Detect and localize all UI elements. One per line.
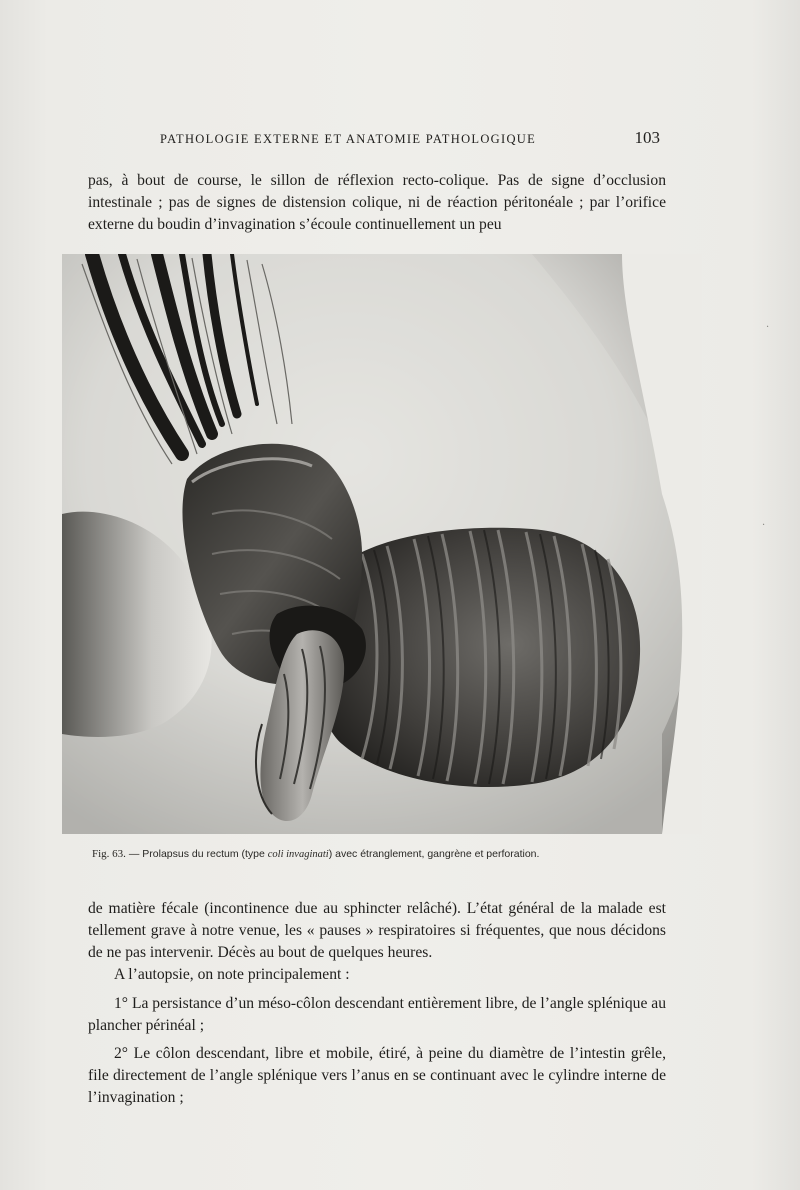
page-speck: · (766, 322, 770, 333)
figure-caption (92, 848, 672, 860)
figure-illustration (62, 254, 702, 834)
running-title: PATHOLOGIE EXTERNE ET ANATOMIE PATHOLOGIQUE (160, 132, 537, 146)
caption-text-after: ) avec étranglement, gangrène et perforation. (328, 848, 540, 860)
page-number: 103 (634, 128, 660, 147)
caption-text-before: — Prolapsus du rectum (type (125, 848, 268, 860)
paragraph-continued: de matière fécale (incontinence due au sphincter relâché). L’état général de la malade est tellement grave à notre venue, les « pauses » respiratoires si fréquentes, que nous décidons de ne pas intervenir. Décès au bout de quelques heures. (88, 900, 666, 961)
running-head (88, 128, 660, 152)
paragraph-top: pas, à bout de course, le sillon de réflexion recto-colique. Pas de signe d’occlusion intestinale ; pas de signes de distension colique, ni de réaction péritonéale ; par l’orifice externe du boudin d’invagination s’écoule continuellement un peu (88, 172, 666, 233)
prolapse-drawing (62, 254, 702, 834)
paragraph-autopsy: A l’autopsie, on note principalement : (114, 966, 350, 983)
list-item-1: 1° La persistance d’un méso-côlon descendant entièrement libre, de l’angle splénique au plancher périnéal ; (88, 995, 666, 1034)
page-speck: · (762, 520, 766, 531)
figure-label: Fig. 63. (92, 848, 126, 860)
list-item-2: 2° Le côlon descendant, libre et mobile, étiré, à peine du diamètre de l’intestin grêle, file directement de l’angle splénique vers l’anus en se continuant avec le cylindre interne de l’invagination ; (88, 1045, 666, 1106)
caption-italic: coli invaginati (267, 849, 329, 860)
